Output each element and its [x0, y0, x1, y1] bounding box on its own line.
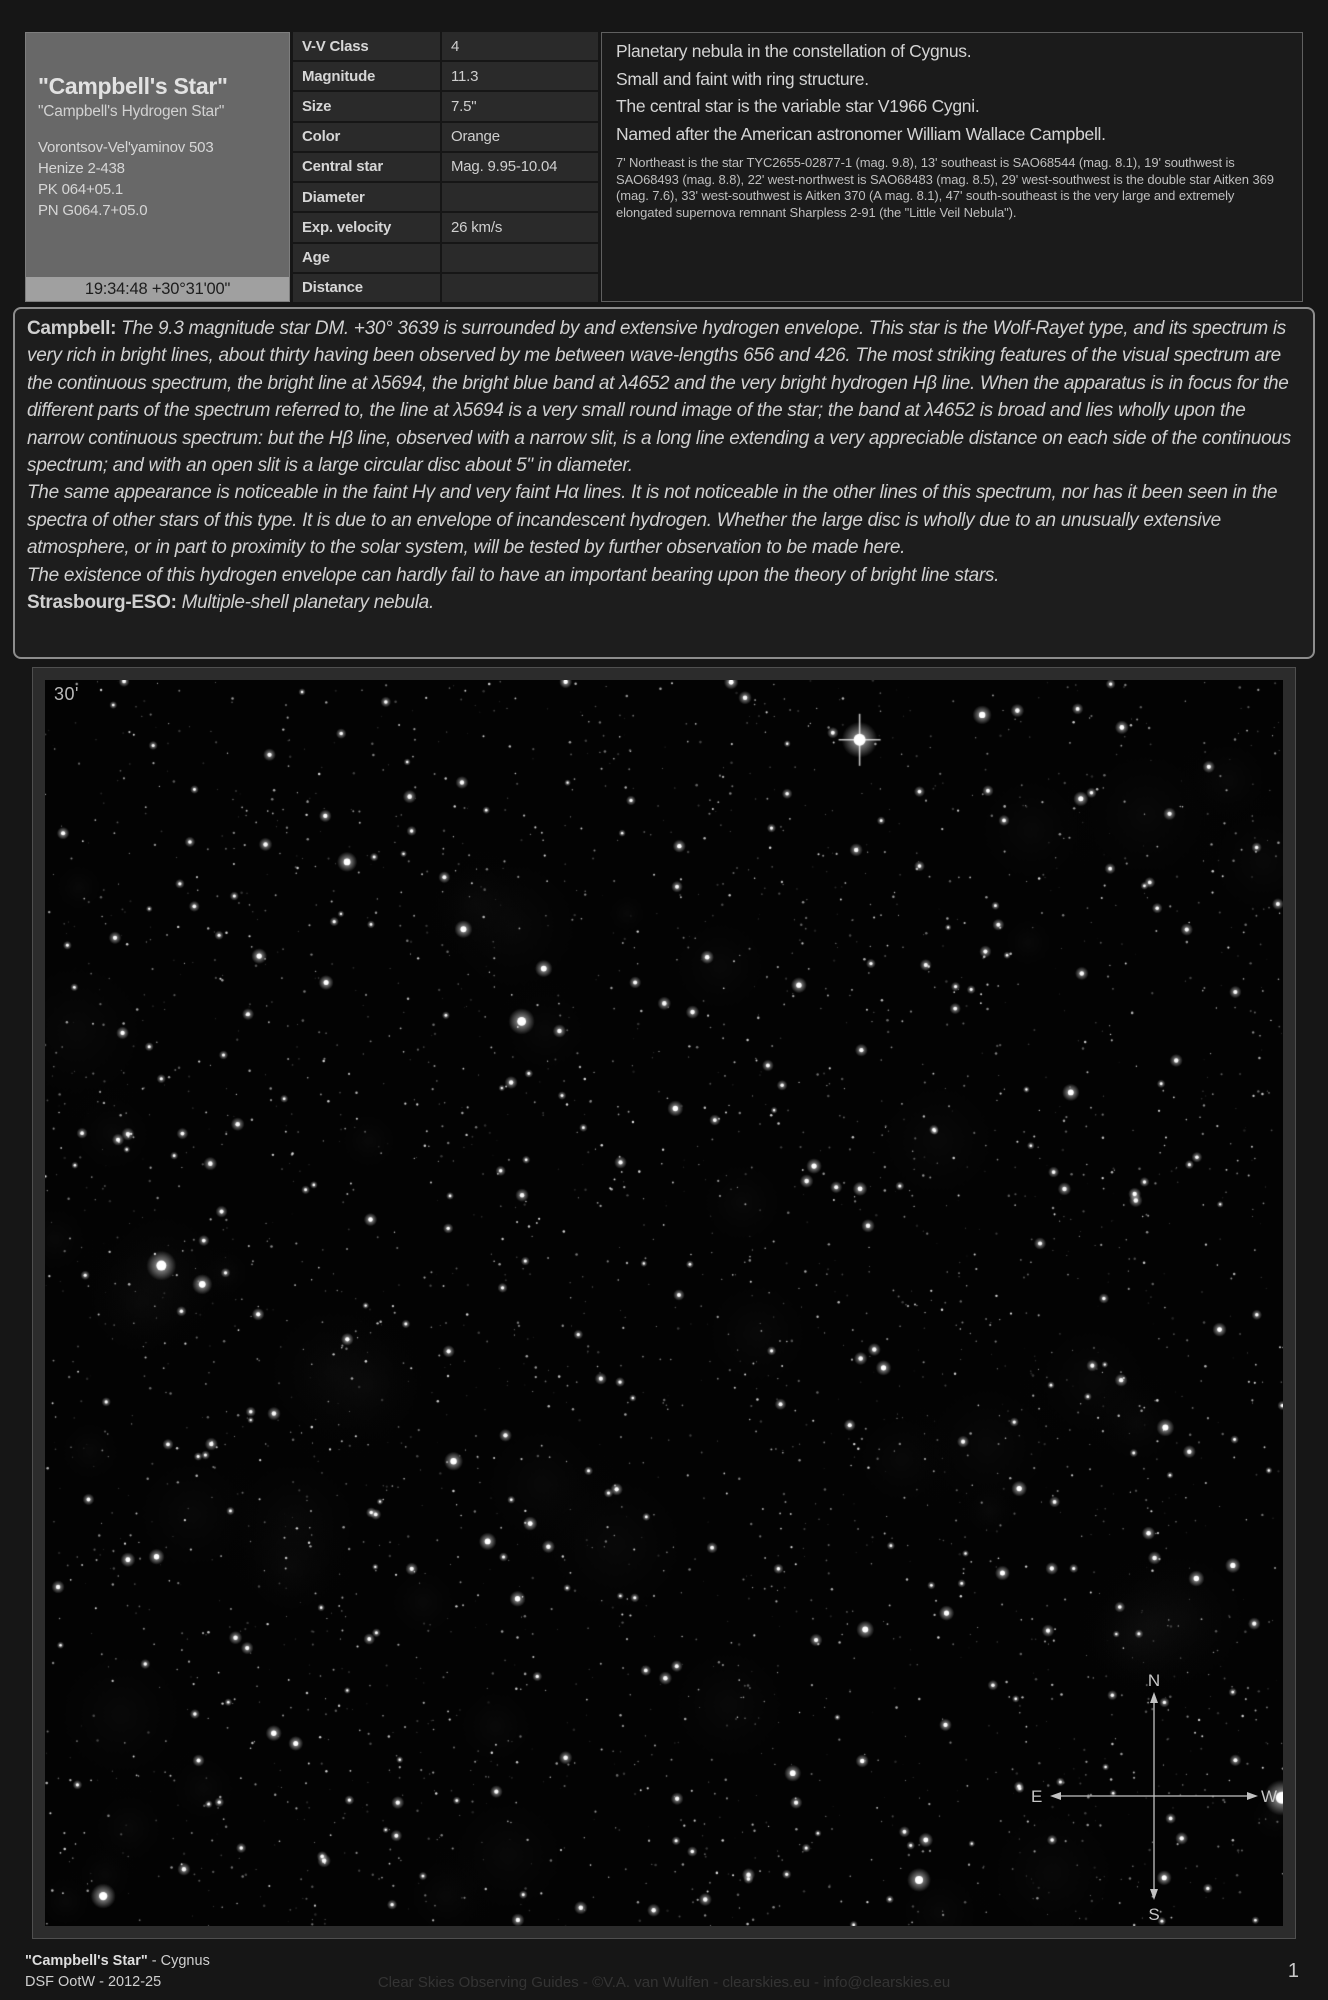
compass-west-label: W — [1260, 1787, 1277, 1806]
table-row-value: 7.5" — [442, 92, 598, 120]
table-row-value — [442, 244, 598, 272]
table-row — [293, 123, 598, 151]
quote-text: Multiple-shell planetary nebula. — [176, 592, 434, 614]
page-number: 1 — [1287, 1960, 1299, 1982]
table-row-label: V-V Class — [293, 32, 440, 60]
compass-east-arrowhead — [1050, 1792, 1061, 1800]
compass-north-label: N — [1147, 1671, 1161, 1690]
table-row-label: Exp. velocity — [293, 213, 440, 241]
table-row-value: Orange — [442, 123, 598, 151]
quote-paragraph: The existence of this hydrogen envelope can hardly fail to have an important bearing upon the theory of bright line stars. — [27, 564, 1000, 586]
quote-text: The 9.3 magnitude star DM. +30° 3639 is surrounded by and extensive hydrogen envelope. This star is the Wolf-Rayet type, and its spectrum is very rich in bright lines, about thirty having been observed by me between wave-lengths 656 and 426. The most striking features of the visual spectrum are the continuous spectrum, the bright line at λ5694, the bright blue band at λ4652 and the very bright hydrogen Hβ line. When the apparatus is in focus for the different parts of the spectrum referred to, the line at λ5694 is a very small round image of the star; the band at λ4652 is broad and lies wholly upon the narrow continuous spectrum: but the Hβ line, observed with a narrow slit, is a long line extending a very appreciable distance on each side of the continuous spectrum; and with an open slit is a large circular disc about 5" in diameter. — [27, 318, 1291, 477]
table-row — [293, 244, 598, 272]
description-line: Named after the American astronomer William Wallace Campbell. — [616, 123, 1106, 144]
table-row-label: Diameter — [293, 183, 440, 211]
object-data-table — [293, 32, 598, 302]
table-row-value — [442, 274, 598, 302]
quote-source-label: Strasbourg-ESO: — [27, 592, 177, 614]
compass-rose — [1029, 1666, 1279, 1926]
table-row — [293, 32, 598, 60]
table-row-label: Color — [293, 123, 440, 151]
table-row — [293, 274, 598, 302]
object-designations — [38, 137, 277, 221]
table-row-value: 11.3 — [442, 62, 598, 90]
description-line: The central star is the variable star V1966 Cygni. — [616, 96, 980, 116]
description-line: Small and faint with ring structure. — [616, 68, 869, 89]
starfield-image — [45, 680, 1283, 1926]
designation-line: Vorontsov-Vel'yaminov 503 — [38, 139, 214, 156]
table-row-value: 4 — [442, 32, 598, 60]
quote-paragraph: The same appearance is noticeable in the faint Hγ and very faint Hα lines. It is not noticeable in the other lines of this spectrum, nor has it been seen in the spectra of other stars of this type. It is due to an envelope of incandescent hydrogen. Whether the large disc is wholly due to an unusually extensive atmosphere, or in part to proximity to the solar system, will be tested by further observation to be made here. — [27, 482, 1278, 559]
description-line: Planetary nebula in the constellation of Cygnus. — [616, 41, 972, 61]
top-info-section — [25, 32, 1303, 302]
table-row-label: Size — [293, 92, 440, 120]
table-row — [293, 183, 598, 211]
quote-paragraph — [27, 589, 1301, 616]
compass-north-arrowhead — [1150, 1692, 1158, 1703]
compass-south-label: S — [1148, 1905, 1160, 1924]
table-row-value: Mag. 9.95-10.04 — [442, 153, 598, 181]
table-row-value — [442, 183, 598, 211]
table-row — [293, 213, 598, 241]
designation-line: PK 064+05.1 — [38, 181, 123, 198]
table-row-label: Central star — [293, 153, 440, 181]
footer-constellation: - Cygnus — [147, 1953, 210, 1969]
footer-credit: Clear Skies Observing Guides - ©V.A. van Wulfen - clearskies.eu - info@clearskies.eu — [377, 1974, 951, 1991]
object-title: "Campbell's Star" — [38, 73, 228, 99]
table-row-label: Magnitude — [293, 62, 440, 90]
object-subtitle: "Campbell's Hydrogen Star" — [38, 103, 225, 120]
page-footer — [25, 1951, 1303, 2000]
compass-west-arrowhead — [1247, 1792, 1258, 1800]
compass-east-label: E — [1031, 1787, 1043, 1806]
table-row-label: Distance — [293, 274, 440, 302]
table-row-value: 26 km/s — [442, 213, 598, 241]
quote-paragraph — [27, 315, 1301, 479]
nearby-objects-text: 7' Northeast is the star TYC2655-02877-1 (mag. 9.8), 13' southeast is SAO68544 (mag. 8.1), 19' southwest is SAO68493 (mag. 8.8), 22' west-northwest is SAO68483 (mag. 8.5), 29' west-southwest is the double star Aitken 369 (mag. 7.6), 33' west-southwest is Aitken 370 (A mag. 8.1), 47' south-southeast is the very large and extremely elongated supernova remnant Sharpless 2-91 (the "Little Veil Nebula"). — [616, 155, 1274, 220]
object-id-box — [25, 32, 290, 302]
compass-south-arrowhead — [1150, 1889, 1158, 1900]
table-row-label: Age — [293, 244, 440, 272]
table-row — [293, 62, 598, 90]
coordinates-bar: 19:34:48 +30°31'00" — [26, 277, 289, 301]
designation-line: Henize 2-438 — [38, 160, 125, 177]
description-panel — [601, 32, 1303, 302]
designation-line: PN G064.7+05.0 — [38, 202, 148, 219]
table-row — [293, 153, 598, 181]
footer-guide-line: DSF OotW - 2012-25 — [25, 1974, 162, 1990]
footer-object-name: "Campbell's Star" — [25, 1953, 148, 1969]
quote-source-label: Campbell: — [27, 318, 117, 339]
table-row — [293, 92, 598, 120]
star-chart-frame — [32, 667, 1296, 1939]
quote-block — [13, 307, 1315, 659]
field-size-label: 30' — [54, 684, 79, 704]
footer-object-line — [25, 1951, 1303, 1972]
